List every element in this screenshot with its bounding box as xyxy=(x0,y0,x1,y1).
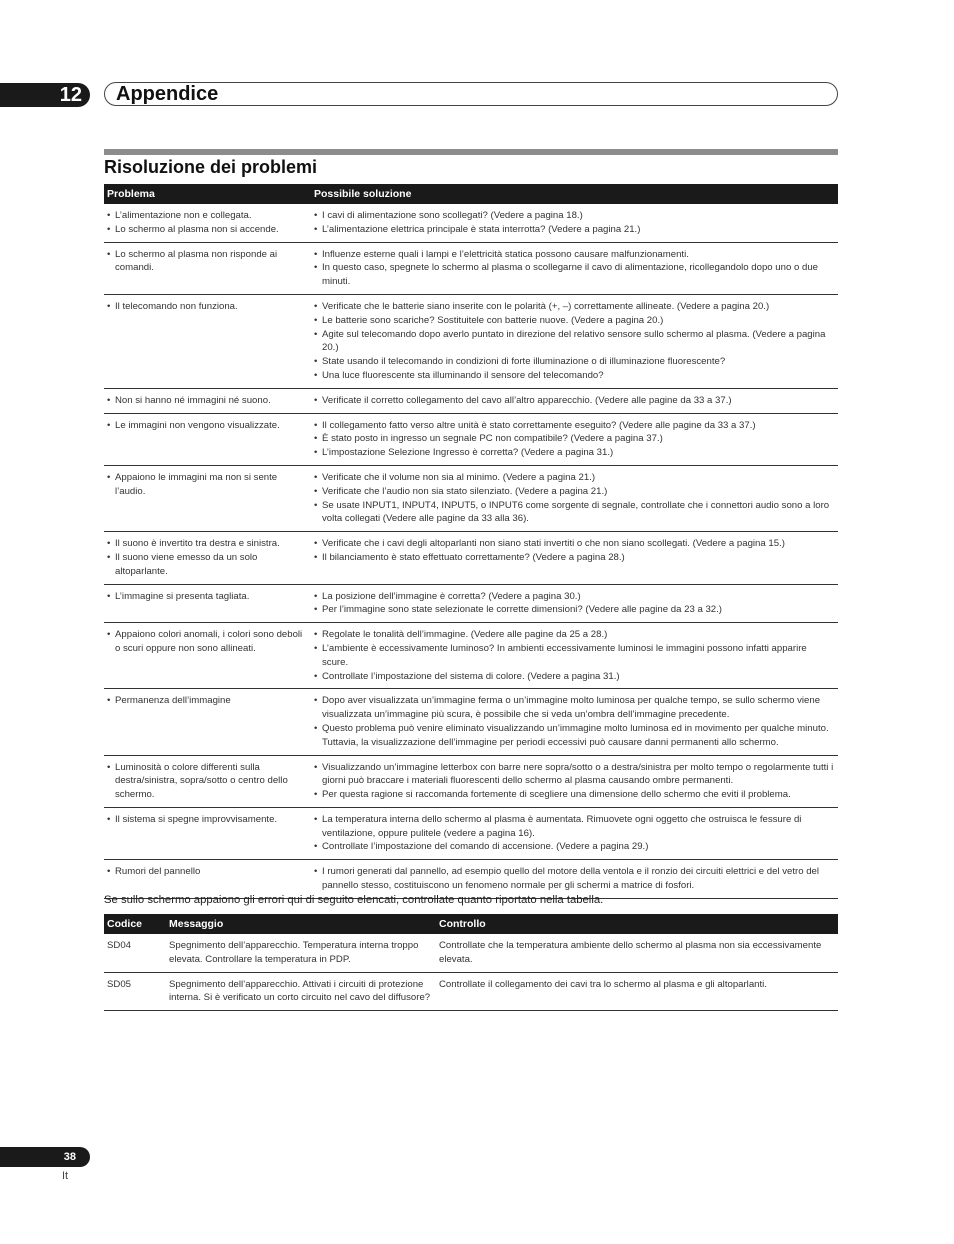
chapter-number-tab: 12 xyxy=(0,83,90,107)
solution-item: • I rumori generati dal pannello, ad esempio quello del motore della ventola e il ronzio dei circuiti elettrici e del vetro del pannello stesso, costituiscono un fenomeno normale per gli schermi a matrice di fosfori. xyxy=(314,865,835,893)
chapter-title-box xyxy=(104,82,838,106)
table-row xyxy=(104,584,838,623)
solution-item: • Visualizzando un’immagine letterbox con barre nere sopra/sotto o a destra/sinistra per molto tempo o regolarmente tutti i giorni può braccare i materiali fluorescenti dello schermo al plasma causando ombre permanenti. xyxy=(314,761,835,789)
solution-item: • In questo caso, spegnete lo schermo al plasma o scollegarne il cavo di alimentazione, ricollegandolo dopo uno o due minuti. xyxy=(314,261,835,289)
solution-item: • Controllate l’impostazione del sistema di colore. (Vedere a pagina 31.) xyxy=(314,670,835,684)
column-header-code: Codice xyxy=(104,914,166,934)
problem-list xyxy=(107,590,308,604)
column-header-problem: Problema xyxy=(104,184,311,204)
solution-list xyxy=(314,813,835,854)
column-header-check: Controllo xyxy=(436,914,838,934)
solution-item: • La posizione dell’immagine è corretta? (Vedere a pagina 30.) xyxy=(314,590,835,604)
solution-item: • Una luce fluorescente sta illuminando il sensore del telecomando? xyxy=(314,369,835,383)
problem-item: • Permanenza dell’immagine xyxy=(107,694,308,708)
problem-item: • L’alimentazione non e collegata. xyxy=(107,209,308,223)
solution-list xyxy=(314,209,835,237)
problem-cell xyxy=(104,755,311,807)
problem-item: • Il telecomando non funziona. xyxy=(107,300,308,314)
page-number-tab: 38 xyxy=(0,1147,90,1167)
problem-cell xyxy=(104,807,311,859)
table-row xyxy=(104,689,838,755)
solution-item: • Per questa ragione si raccomanda fortemente di scegliere una dimensione dello schermo che eviti il problema. xyxy=(314,788,835,802)
problem-cell xyxy=(104,413,311,465)
solution-list xyxy=(314,471,835,526)
table-row xyxy=(104,532,838,584)
problem-cell xyxy=(104,465,311,531)
problem-item: • L’immagine si presenta tagliata. xyxy=(107,590,308,604)
problem-item: • Il suono è invertito tra destra e sinistra. xyxy=(107,537,308,551)
problem-item: • Il sistema si spegne improvvisamente. xyxy=(107,813,308,827)
code-cell: SD04 xyxy=(104,934,166,972)
problem-item: • Lo schermo al plasma non si accende. xyxy=(107,223,308,237)
solution-item: • Agite sul telecomando dopo averlo puntato in direzione del relativo sensore sullo schermo al plasma. (Vedere a pagina 20.) xyxy=(314,328,835,356)
table-row xyxy=(104,972,838,1011)
solution-item: • Dopo aver visualizzata un’immagine ferma o un’immagine molto luminosa per qualche tempo, se sullo schermo viene visualizzata un’immagine più scura, è possibile che si veda un’ombra dell’immagine precedente. xyxy=(314,694,835,722)
solution-item: • L’ambiente è eccessivamente luminoso? In ambienti eccessivamente luminosi le immagini possono infatti apparire scure. xyxy=(314,642,835,670)
solution-item: • L’impostazione Selezione Ingresso è corretta? (Vedere a pagina 31.) xyxy=(314,446,835,460)
problem-list xyxy=(107,209,308,237)
problem-item: • Le immagini non vengono visualizzate. xyxy=(107,419,308,433)
problem-cell xyxy=(104,689,311,755)
message-cell: Spegnimento dell’apparecchio. Temperatura interna troppo elevata. Controllare la temperatura in PDP. xyxy=(166,934,436,972)
solution-item: • Le batterie sono scariche? Sostituitele con batterie nuove. (Vedere a pagina 20.) xyxy=(314,314,835,328)
solution-item: • Regolate le tonalità dell’immagine. (Vedere alle pagine da 25 a 28.) xyxy=(314,628,835,642)
solution-item: • I cavi di alimentazione sono scollegati? (Vedere a pagina 18.) xyxy=(314,209,835,223)
problem-cell xyxy=(104,623,311,689)
check-cell: Controllate il collegamento dei cavi tra lo schermo al plasma e gli altoparlanti. xyxy=(436,972,838,1011)
solution-list xyxy=(314,537,835,565)
problem-list xyxy=(107,394,308,408)
problem-list xyxy=(107,865,308,879)
solution-item: • Verificate che il volume non sia al minimo. (Vedere a pagina 21.) xyxy=(314,471,835,485)
check-cell: Controllate che la temperatura ambiente dello schermo al plasma non sia eccessivamente elevata. xyxy=(436,934,838,972)
troubleshooting-table xyxy=(104,184,838,899)
table-row xyxy=(104,294,838,388)
solution-item: • Verificate che l’audio non sia stato silenziato. (Vedere a pagina 21.) xyxy=(314,485,835,499)
solution-cell xyxy=(311,689,838,755)
solution-item: • State usando il telecomando in condizioni di forte illuminazione o di illuminazione fluorescente? xyxy=(314,355,835,369)
solution-item: • Influenze esterne quali i lampi e l’elettricità statica possono causare malfunzionamenti. xyxy=(314,248,835,262)
solution-item: • La temperatura interna dello schermo al plasma è aumentata. Rimuovete ogni oggetto che ostruisca le fessure di ventilazione, oppure pulitele (vedere a pagina 16). xyxy=(314,813,835,841)
solution-item: • Controllate l’impostazione del comando di accensione. (Vedere a pagina 29.) xyxy=(314,840,835,854)
error-codes-header-row xyxy=(104,914,838,934)
problem-cell xyxy=(104,294,311,388)
solution-cell xyxy=(311,242,838,294)
solution-list xyxy=(314,761,835,802)
problem-cell xyxy=(104,204,311,242)
message-cell: Spegnimento dell’apparecchio. Attivati i circuiti di protezione interna. Si è verificato un corto circuito nel cavo del diffusore? xyxy=(166,972,436,1011)
solution-list xyxy=(314,590,835,618)
column-header-solution: Possibile soluzione xyxy=(311,184,838,204)
problem-item: • Rumori del pannello xyxy=(107,865,308,879)
table-row xyxy=(104,388,838,413)
problem-cell xyxy=(104,584,311,623)
solution-cell xyxy=(311,294,838,388)
solution-list xyxy=(314,419,835,460)
solution-cell xyxy=(311,413,838,465)
solution-list xyxy=(314,694,835,749)
solution-item: • Il bilanciamento è stato effettuato correttamente? (Vedere a pagina 28.) xyxy=(314,551,835,565)
solution-item: • Se usate INPUT1, INPUT4, INPUT5, o INPUT6 come sorgente di segnale, controllate che i connettori audio sono a loro volta collegati (Vedere alle pagine da 33 alla 36). xyxy=(314,499,835,527)
problem-list xyxy=(107,813,308,827)
solution-cell xyxy=(311,584,838,623)
table-row xyxy=(104,413,838,465)
solution-cell xyxy=(311,623,838,689)
solution-item: • Per l’immagine sono state selezionate le corrette dimensioni? (Vedere alle pagine da 23 a 32.) xyxy=(314,603,835,617)
solution-list xyxy=(314,628,835,683)
solution-cell xyxy=(311,465,838,531)
table-row xyxy=(104,807,838,859)
solution-item: • Il collegamento fatto verso altre unità è stato correttamente eseguito? (Vedere alle pagine da 33 a 37.) xyxy=(314,419,835,433)
problem-cell xyxy=(104,388,311,413)
errors-intro: Se sullo schermo appaiono gli errori qui di seguito elencati, controllate quanto riportato nella tabella. xyxy=(104,894,604,906)
solution-item: • È stato posto in ingresso un segnale PC non compatibile? (Vedere a pagina 37.) xyxy=(314,432,835,446)
solution-item: • Verificate il corretto collegamento del cavo all’altro apparecchio. (Vedere alle pagine da 33 a 37.) xyxy=(314,394,835,408)
problem-list xyxy=(107,537,308,578)
problem-list xyxy=(107,761,308,802)
problem-list xyxy=(107,471,308,499)
solution-list xyxy=(314,394,835,408)
solution-item: • Verificate che i cavi degli altoparlanti non siano stati invertiti o che non siano scollegati. (Vedere a pagina 15.) xyxy=(314,537,835,551)
table-row xyxy=(104,755,838,807)
troubleshooting-header-row xyxy=(104,184,838,204)
problem-list xyxy=(107,628,308,656)
solution-list xyxy=(314,300,835,383)
problem-list xyxy=(107,248,308,276)
solution-cell xyxy=(311,532,838,584)
table-row xyxy=(104,465,838,531)
solution-cell xyxy=(311,755,838,807)
error-codes-table xyxy=(104,914,838,1011)
solution-item: • Questo problema può venire eliminato visualizzando un’immagine molto luminosa ed in movimento per qualche minuto. Tuttavia, la visualizzazione dell’immagine per periodi eccessivi può causare danni permanenti allo schermo. xyxy=(314,722,835,750)
problem-cell xyxy=(104,532,311,584)
table-row xyxy=(104,934,838,972)
solution-cell xyxy=(311,204,838,242)
problem-item: • Il suono viene emesso da un solo altoparlante. xyxy=(107,551,308,579)
problem-item: • Non si hanno né immagini né suono. xyxy=(107,394,308,408)
solution-cell xyxy=(311,807,838,859)
table-row xyxy=(104,242,838,294)
solution-list xyxy=(314,248,835,289)
solution-item: • Verificate che le batterie siano inserite con le polarità (+, –) correttamente allineate. (Vedere a pagina 20.) xyxy=(314,300,835,314)
section-title: Risoluzione dei problemi xyxy=(104,157,318,177)
column-header-message: Messaggio xyxy=(166,914,436,934)
solution-list xyxy=(314,865,835,893)
problem-list xyxy=(107,694,308,708)
problem-list xyxy=(107,419,308,433)
code-cell: SD05 xyxy=(104,972,166,1011)
language-code: It xyxy=(62,1170,69,1182)
table-row xyxy=(104,623,838,689)
problem-item: • Appaiono le immagini ma non si sente l’audio. xyxy=(107,471,308,499)
solution-cell xyxy=(311,388,838,413)
problem-item: • Appaiono colori anomali, i colori sono deboli o scuri oppure non sono allineati. xyxy=(107,628,308,656)
problem-item: • Luminosità o colore differenti sulla destra/sinistra, sopra/sotto o centro dello schermo. xyxy=(107,761,308,802)
solution-item: • L’alimentazione elettrica principale è stata interrotta? (Vedere a pagina 21.) xyxy=(314,223,835,237)
problem-cell xyxy=(104,242,311,294)
problem-item: • Lo schermo al plasma non risponde ai comandi. xyxy=(107,248,308,276)
chapter-title: Appendice xyxy=(116,83,219,105)
table-row xyxy=(104,204,838,242)
problem-list xyxy=(107,300,308,314)
